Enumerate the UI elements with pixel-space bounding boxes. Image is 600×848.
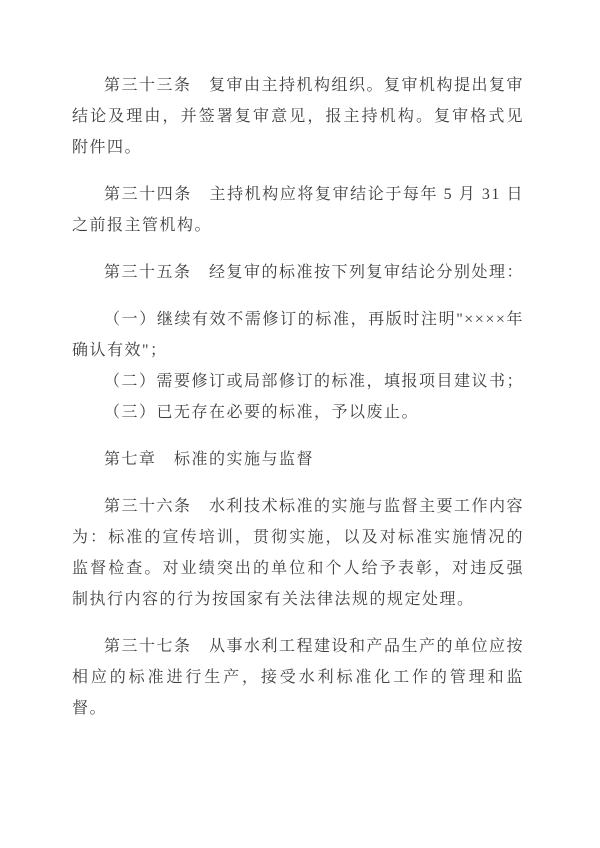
list-item: （三）已无存在必要的标准，予以废止。	[104, 404, 420, 421]
paragraph: 第三十四条 主持机构应将复审结论于每年 5 月 31 日之前报主管机构。	[72, 186, 524, 234]
chapter-heading: 第七章 标准的实施与监督	[104, 451, 315, 468]
list-item: （一）继续有效不需修订的标准，再版时注明"××××年确认有效"；	[72, 311, 524, 359]
paragraph: 第三十三条 复审由主持机构组织。复审机构提出复审结论及理由，并签署复审意见，报主持机构。复审格式见附件四。	[72, 77, 525, 156]
paragraph: 第三十五条 经复审的标准按下列复审结论分别处理：	[104, 264, 525, 281]
paragraph: 第三十六条 水利技术标准的实施与监督主要工作内容为：标准的宣传培训，贯彻实施，以及对标准实施情况的监督检查。对业绩突出的单位和个人给予表彰，对违反强制执行内容的行为按国家有关法律法规的规定处理。	[72, 498, 525, 608]
paragraph: 第三十七条 从事水利工程建设和产品生产的单位应按相应的标准进行生产，接受水利标准化工作的管理和监督。	[72, 638, 525, 717]
list-item: （二）需要修订或局部修订的标准，填报项目建议书；	[104, 373, 525, 390]
